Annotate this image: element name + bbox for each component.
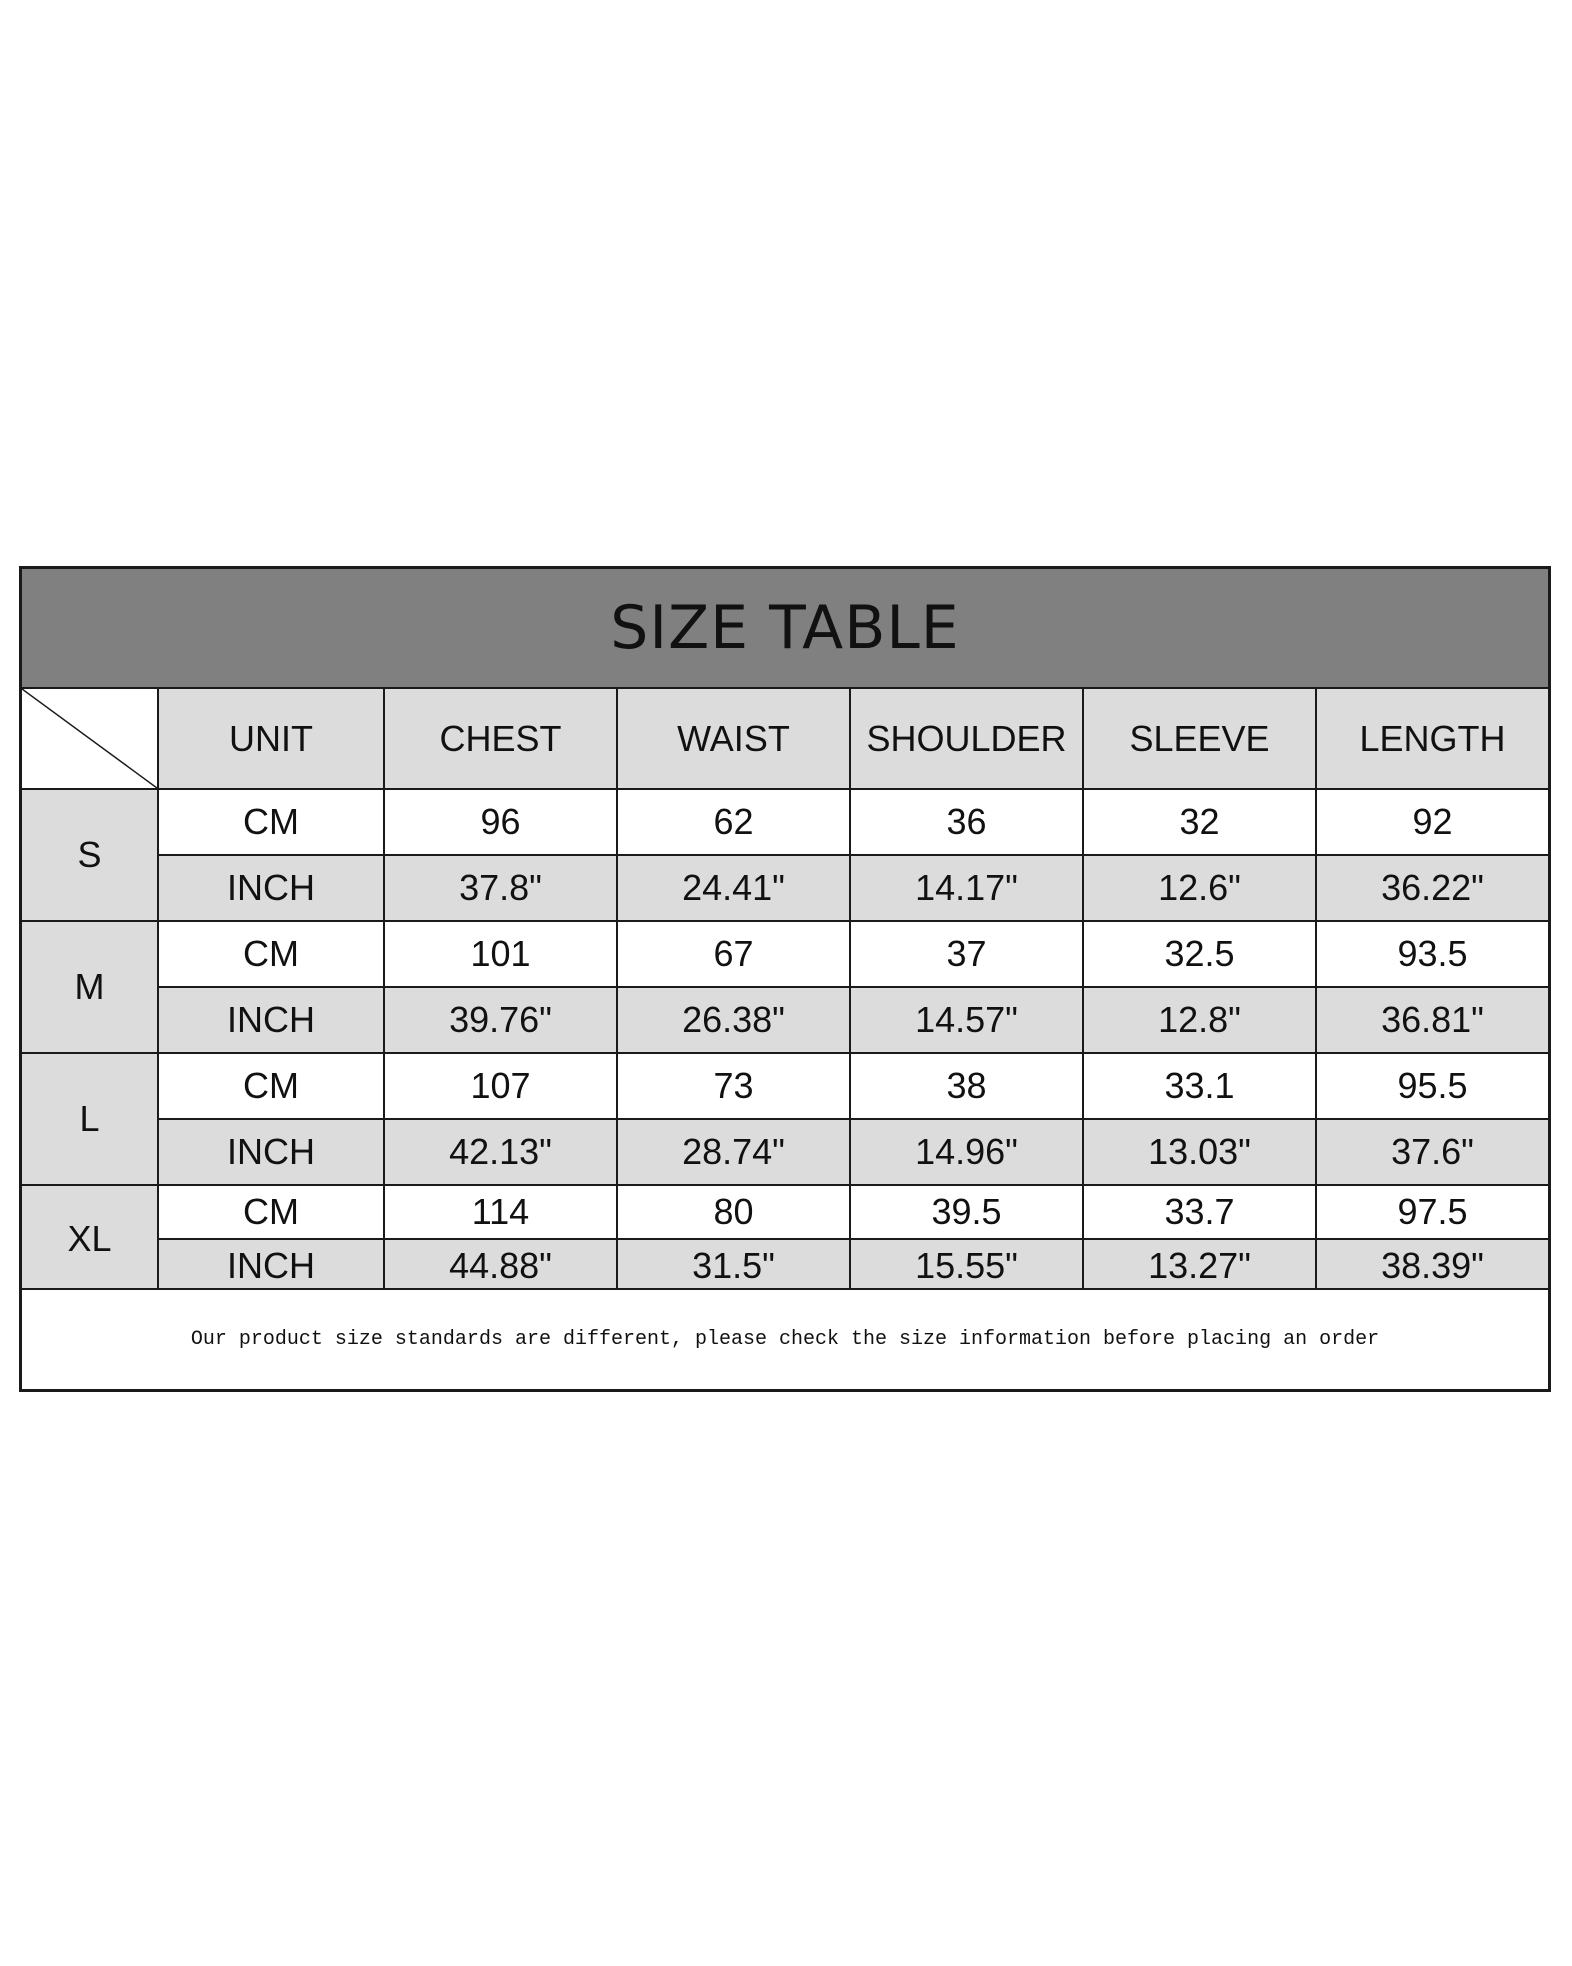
unit-cell: INCH	[158, 855, 384, 921]
value-cell: 14.96"	[850, 1119, 1083, 1185]
unit-cell: INCH	[158, 987, 384, 1053]
value-cell: 26.38"	[617, 987, 850, 1053]
table-row	[22, 789, 1548, 855]
value-cell: 37.6"	[1316, 1119, 1548, 1185]
value-cell: 24.41"	[617, 855, 850, 921]
size-label-s: S	[22, 789, 158, 921]
value-cell: 42.13"	[384, 1119, 617, 1185]
value-cell: 107	[384, 1053, 617, 1119]
header-row	[22, 689, 1548, 789]
table-row	[22, 855, 1548, 921]
value-cell: 62	[617, 789, 850, 855]
value-cell: 93.5	[1316, 921, 1548, 987]
value-cell: 14.17"	[850, 855, 1083, 921]
value-cell: 97.5	[1316, 1185, 1548, 1239]
table-row	[22, 1119, 1548, 1185]
value-cell: 31.5"	[617, 1239, 850, 1292]
value-cell: 44.88"	[384, 1239, 617, 1292]
value-cell: 95.5	[1316, 1053, 1548, 1119]
header-unit: UNIT	[158, 689, 384, 789]
size-label-l: L	[22, 1053, 158, 1185]
unit-cell: CM	[158, 921, 384, 987]
table-row	[22, 987, 1548, 1053]
size-label-xl: XL	[22, 1185, 158, 1292]
value-cell: 96	[384, 789, 617, 855]
value-cell: 36	[850, 789, 1083, 855]
value-cell: 32	[1083, 789, 1316, 855]
value-cell: 37	[850, 921, 1083, 987]
chart-title: SIZE TABLE	[610, 593, 960, 663]
value-cell: 39.76"	[384, 987, 617, 1053]
value-cell: 13.03"	[1083, 1119, 1316, 1185]
header-chest: CHEST	[384, 689, 617, 789]
value-cell: 12.8"	[1083, 987, 1316, 1053]
size-note: Our product size standards are different, please check the size information before placing an order	[190, 1328, 1380, 1351]
unit-cell: CM	[158, 1053, 384, 1119]
value-cell: 38.39"	[1316, 1239, 1548, 1292]
value-cell: 28.74"	[617, 1119, 850, 1185]
table-row	[22, 1053, 1548, 1119]
value-cell: 14.57"	[850, 987, 1083, 1053]
value-cell: 114	[384, 1185, 617, 1239]
corner-cell	[22, 689, 158, 789]
value-cell: 80	[617, 1185, 850, 1239]
value-cell: 92	[1316, 789, 1548, 855]
size-label-m: M	[22, 921, 158, 1053]
unit-cell: CM	[158, 1185, 384, 1239]
header-shoulder: SHOULDER	[850, 689, 1083, 789]
title-band	[22, 569, 1548, 689]
value-cell: 33.1	[1083, 1053, 1316, 1119]
value-cell: 36.81"	[1316, 987, 1548, 1053]
header-sleeve: SLEEVE	[1083, 689, 1316, 789]
value-cell: 32.5	[1083, 921, 1316, 987]
value-cell: 38	[850, 1053, 1083, 1119]
value-cell: 37.8"	[384, 855, 617, 921]
header-length: LENGTH	[1316, 689, 1548, 789]
value-cell: 33.7	[1083, 1185, 1316, 1239]
value-cell: 67	[617, 921, 850, 987]
value-cell: 36.22"	[1316, 855, 1548, 921]
unit-cell: INCH	[158, 1119, 384, 1185]
value-cell: 15.55"	[850, 1239, 1083, 1292]
size-chart	[19, 566, 1551, 1392]
diagonal-divider-icon	[22, 689, 157, 788]
value-cell: 39.5	[850, 1185, 1083, 1239]
table-row	[22, 1239, 1548, 1292]
value-cell: 101	[384, 921, 617, 987]
unit-cell: INCH	[158, 1239, 384, 1292]
header-waist: WAIST	[617, 689, 850, 789]
note-band	[22, 1288, 1548, 1389]
value-cell: 13.27"	[1083, 1239, 1316, 1292]
value-cell: 73	[617, 1053, 850, 1119]
value-cell: 12.6"	[1083, 855, 1316, 921]
table-row	[22, 921, 1548, 987]
table-row	[22, 1185, 1548, 1239]
size-table	[22, 689, 1548, 1293]
unit-cell: CM	[158, 789, 384, 855]
